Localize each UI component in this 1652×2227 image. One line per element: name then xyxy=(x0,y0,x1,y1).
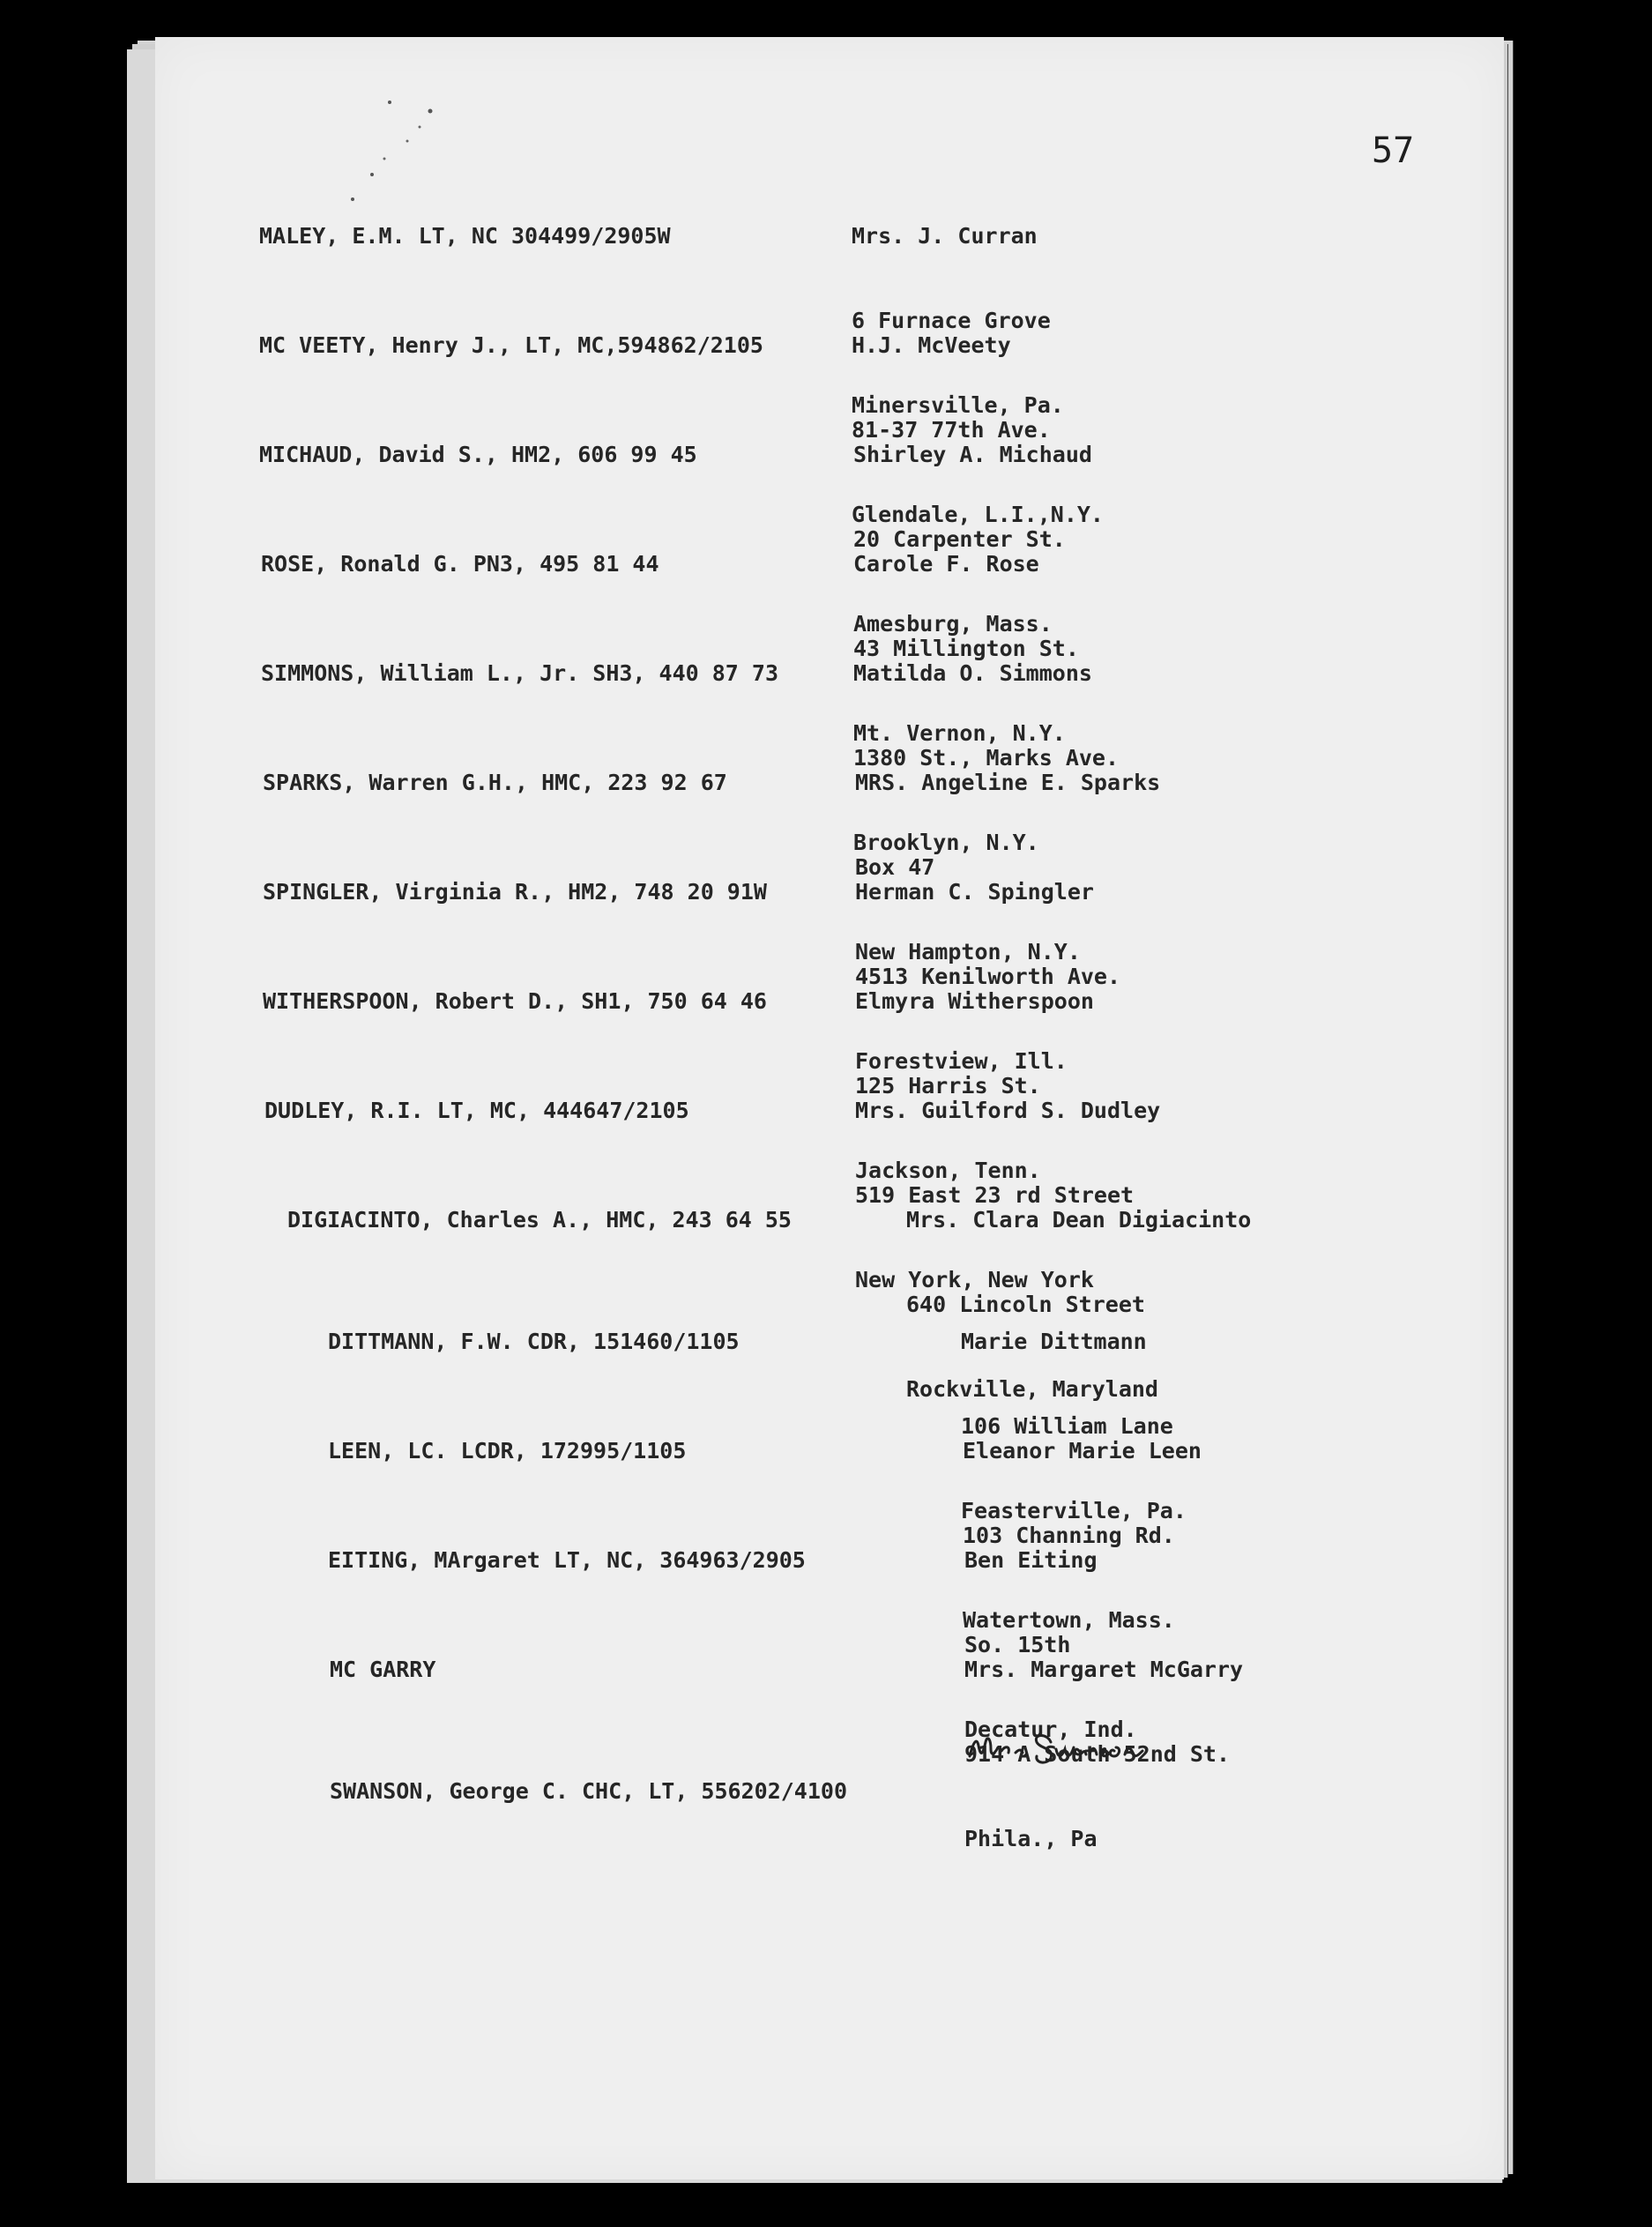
address-line: Marie Dittmann xyxy=(961,1329,1147,1354)
address-line: Minersville, Pa. xyxy=(852,392,1064,418)
address-line: Jackson, Tenn. xyxy=(855,1158,1041,1183)
address-line: 81-37 77th Ave. xyxy=(852,417,1051,443)
address-line: Mrs. Margaret McGarry xyxy=(964,1657,1244,1682)
address-line: 106 William Lane xyxy=(961,1413,1173,1439)
address-line: Carole F. Rose xyxy=(853,551,1039,577)
personnel-name: DUDLEY, R.I. LT, MC, 444647/2105 xyxy=(264,1098,689,1123)
address-line: Glendale, L.I.,N.Y. xyxy=(852,502,1104,527)
address-line: Mrs. J. Curran xyxy=(852,223,1038,249)
document-page xyxy=(155,37,1504,2179)
address-line: Shirley A. Michaud xyxy=(853,442,1092,467)
address-line: 1380 St., Marks Ave. xyxy=(853,745,1120,771)
personnel-name: MC GARRY xyxy=(330,1657,436,1682)
address-line: MRS. Angeline E. Sparks xyxy=(855,770,1161,795)
address-line: 20 Carpenter St. xyxy=(853,526,1066,552)
address-line: H.J. McVeety xyxy=(852,332,1011,358)
address-line: Feasterville, Pa. xyxy=(961,1498,1187,1523)
list-entry xyxy=(287,1150,792,1291)
list-entry xyxy=(330,1721,847,1862)
handwritten-signature xyxy=(966,1716,1165,1777)
address-line: Mrs. Clara Dean Digiacinto xyxy=(906,1207,1252,1233)
personnel-name: MALEY, E.M. LT, NC 304499/2905W xyxy=(259,223,671,249)
personnel-name: MC VEETY, Henry J., LT, MC,594862/2105 xyxy=(259,332,763,358)
personnel-name: WITHERSPOON, Robert D., SH1, 750 64 46 xyxy=(263,988,767,1014)
personnel-name: SWANSON, George C. CHC, LT, 556202/4100 xyxy=(330,1778,847,1804)
address-line: So. 15th xyxy=(964,1632,1071,1657)
personnel-name: ROSE, Ronald G. PN3, 495 81 44 xyxy=(261,551,659,577)
address-line: Mt. Vernon, N.Y. xyxy=(853,720,1066,746)
personnel-name: DITTMANN, F.W. CDR, 151460/1105 xyxy=(328,1329,740,1354)
address-line: 43 Millington St. xyxy=(853,636,1079,661)
address-line: Elmyra Witherspoon xyxy=(855,988,1094,1014)
address-line: Eleanor Marie Leen xyxy=(963,1438,1202,1464)
address-line: Matilda O. Simmons xyxy=(853,660,1092,686)
address-line: Watertown, Mass. xyxy=(963,1607,1175,1633)
address-line: 519 East 23 rd Street xyxy=(855,1182,1135,1208)
personnel-name: SIMMONS, William L., Jr. SH3, 440 87 73 xyxy=(261,660,778,686)
address-line: 6 Furnace Grove xyxy=(852,308,1051,333)
address-line: Mrs. Guilford S. Dudley xyxy=(855,1098,1161,1123)
address-line: 4513 Kenilworth Ave. xyxy=(855,964,1121,989)
address-line: 125 Harris St. xyxy=(855,1073,1041,1099)
list-entry xyxy=(330,1599,435,1740)
address-line: New Hampton, N.Y. xyxy=(855,939,1081,965)
personnel-name: SPARKS, Warren G.H., HMC, 223 92 67 xyxy=(263,770,727,795)
address-line: 103 Channing Rd. xyxy=(963,1523,1175,1548)
address-line: Decatur, Ind. xyxy=(964,1717,1137,1742)
address-line: 914 A South 52nd St. xyxy=(964,1741,1231,1767)
address-line: Phila., Pa xyxy=(964,1826,1098,1851)
address-line: Herman C. Spingler xyxy=(855,879,1094,905)
personnel-name: MICHAUD, David S., HM2, 606 99 45 xyxy=(259,442,697,467)
address-line: 640 Lincoln Street xyxy=(906,1292,1145,1317)
address-line: Forestview, Ill. xyxy=(855,1048,1068,1074)
address-line: Brooklyn, N.Y. xyxy=(853,830,1039,855)
personnel-name: LEEN, LC. LCDR, 172995/1105 xyxy=(328,1438,687,1464)
address-line: Box 47 xyxy=(855,854,935,880)
personnel-name: SPINGLER, Virginia R., HM2, 748 20 91W xyxy=(263,879,767,905)
personnel-name: DIGIACINTO, Charles A., HMC, 243 64 55 xyxy=(287,1207,792,1233)
address-line: Ben Eiting xyxy=(964,1547,1098,1573)
address-line: Amesburg, Mass. xyxy=(853,611,1053,637)
address-line: New York, New York xyxy=(855,1267,1094,1292)
page-number: 57 xyxy=(1372,130,1415,171)
personnel-name: EITING, MArgaret LT, NC, 364963/2905 xyxy=(328,1547,806,1573)
address-line: Rockville, Maryland xyxy=(906,1376,1158,1402)
